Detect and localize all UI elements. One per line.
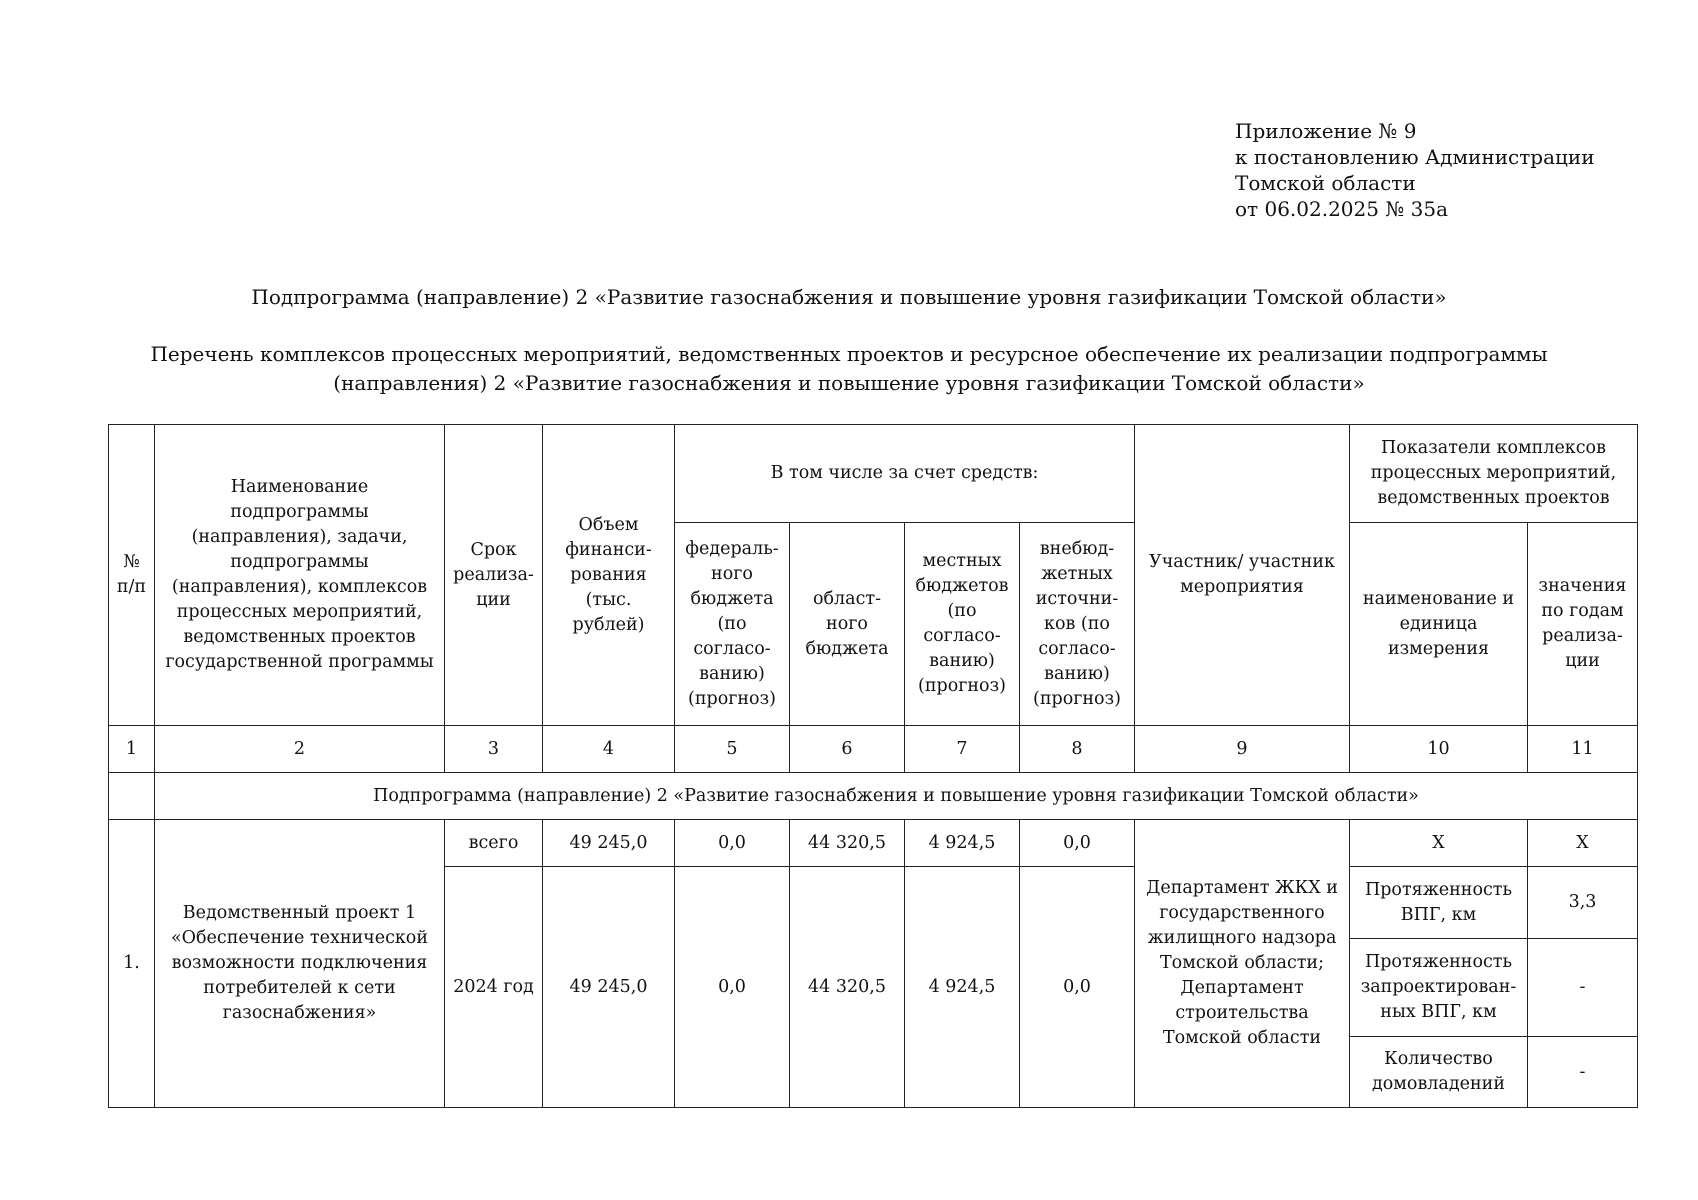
- column-number-row: [109, 726, 1638, 773]
- indicator-value-cell: Х: [1528, 820, 1638, 867]
- volume-cell: 49 245,0: [543, 820, 675, 867]
- participant-cell: Департамент ЖКХ и государственного жилищного надзора Томской области; Департамент строительства Томской области: [1135, 820, 1350, 1108]
- header-volume: Объем финанси-рования (тыс. рублей): [543, 425, 675, 726]
- column-number: 8: [1020, 726, 1135, 773]
- column-number: 9: [1135, 726, 1350, 773]
- regional-cell: 44 320,5: [790, 867, 905, 1108]
- column-number: 11: [1528, 726, 1638, 773]
- indicator-name-cell: Количество домовладений: [1350, 1037, 1528, 1108]
- indicator-name-cell: Протяженность запроектирован-ных ВПГ, км: [1350, 939, 1528, 1037]
- header-local: местных бюджетов (по согласо-ванию) (прогноз): [905, 523, 1020, 726]
- column-number: 5: [675, 726, 790, 773]
- volume-cell: 49 245,0: [543, 867, 675, 1108]
- header-num: № п/п: [109, 425, 155, 726]
- federal-cell: 0,0: [675, 820, 790, 867]
- appendix-line: от 06.02.2025 № 35а: [1235, 197, 1448, 221]
- header-offbudget: внебюд-жетных источни-ков (по согласо-ванию) (прогноз): [1020, 523, 1135, 726]
- local-cell: 4 924,5: [905, 820, 1020, 867]
- project-row-total: [109, 820, 1638, 867]
- document-title: Перечень комплексов процессных мероприятий, ведомственных проектов и ресурсное обеспечение их реализации подпрограммы (направления) 2 «Развитие газоснабжения и повышение уровня газификации Томской области»: [150, 342, 1548, 395]
- appendix-line: Приложение № 9: [1235, 119, 1417, 143]
- header-regional: област-ного бюджета: [790, 523, 905, 726]
- column-number: 7: [905, 726, 1020, 773]
- indicator-value-cell: -: [1528, 939, 1638, 1037]
- indicator-value-cell: -: [1528, 1037, 1638, 1108]
- subprogram-heading: Подпрограмма (направление) 2 «Развитие газоснабжения и повышение уровня газификации Томской области»: [251, 285, 1447, 309]
- regional-cell: 44 320,5: [790, 820, 905, 867]
- appendix-line: Томской области: [1235, 171, 1416, 195]
- term-cell: 2024 год: [445, 867, 543, 1108]
- indicator-name-cell: Протяженность ВПГ, км: [1350, 867, 1528, 939]
- header-row: [109, 425, 1638, 523]
- header-name: Наименование подпрограммы (направления), задачи, подпрограммы (направления), комплексов процессных мероприятий, ведомственных проектов государственной программы: [155, 425, 445, 726]
- column-number: 2: [155, 726, 445, 773]
- column-number: 3: [445, 726, 543, 773]
- section-num-cell: [109, 773, 155, 820]
- appendix-block: [1235, 118, 1595, 222]
- header-indicator-values: значения по годам реализа-ции: [1528, 523, 1638, 726]
- local-cell: 4 924,5: [905, 867, 1020, 1108]
- indicator-name-cell: Х: [1350, 820, 1528, 867]
- project-name: Ведомственный проект 1 «Обеспечение технической возможности подключения потребителей к сети газоснабжения»: [155, 820, 445, 1108]
- resource-table: [108, 424, 1638, 1108]
- section-row: [109, 773, 1638, 820]
- header-federal: федераль-ного бюджета (по согласо-ванию) (прогноз): [675, 523, 790, 726]
- offbudget-cell: 0,0: [1020, 867, 1135, 1108]
- appendix-line: к постановлению Администрации: [1235, 145, 1595, 169]
- header-participant: Участник/ участник мероприятия: [1135, 425, 1350, 726]
- project-num: 1.: [109, 820, 155, 1108]
- header-term: Срок реализа-ции: [445, 425, 543, 726]
- header-indicators: Показатели комплексов процессных мероприятий, ведомственных проектов: [1350, 425, 1638, 523]
- header-indicator-name: наименование и единица измерения: [1350, 523, 1528, 726]
- header-including: В том числе за счет средств:: [675, 425, 1135, 523]
- term-cell: всего: [445, 820, 543, 867]
- offbudget-cell: 0,0: [1020, 820, 1135, 867]
- indicator-value-cell: 3,3: [1528, 867, 1638, 939]
- column-number: 6: [790, 726, 905, 773]
- column-number: 4: [543, 726, 675, 773]
- section-title: Подпрограмма (направление) 2 «Развитие газоснабжения и повышение уровня газификации Томской области»: [155, 773, 1638, 820]
- column-number: 1: [109, 726, 155, 773]
- column-number: 10: [1350, 726, 1528, 773]
- federal-cell: 0,0: [675, 867, 790, 1108]
